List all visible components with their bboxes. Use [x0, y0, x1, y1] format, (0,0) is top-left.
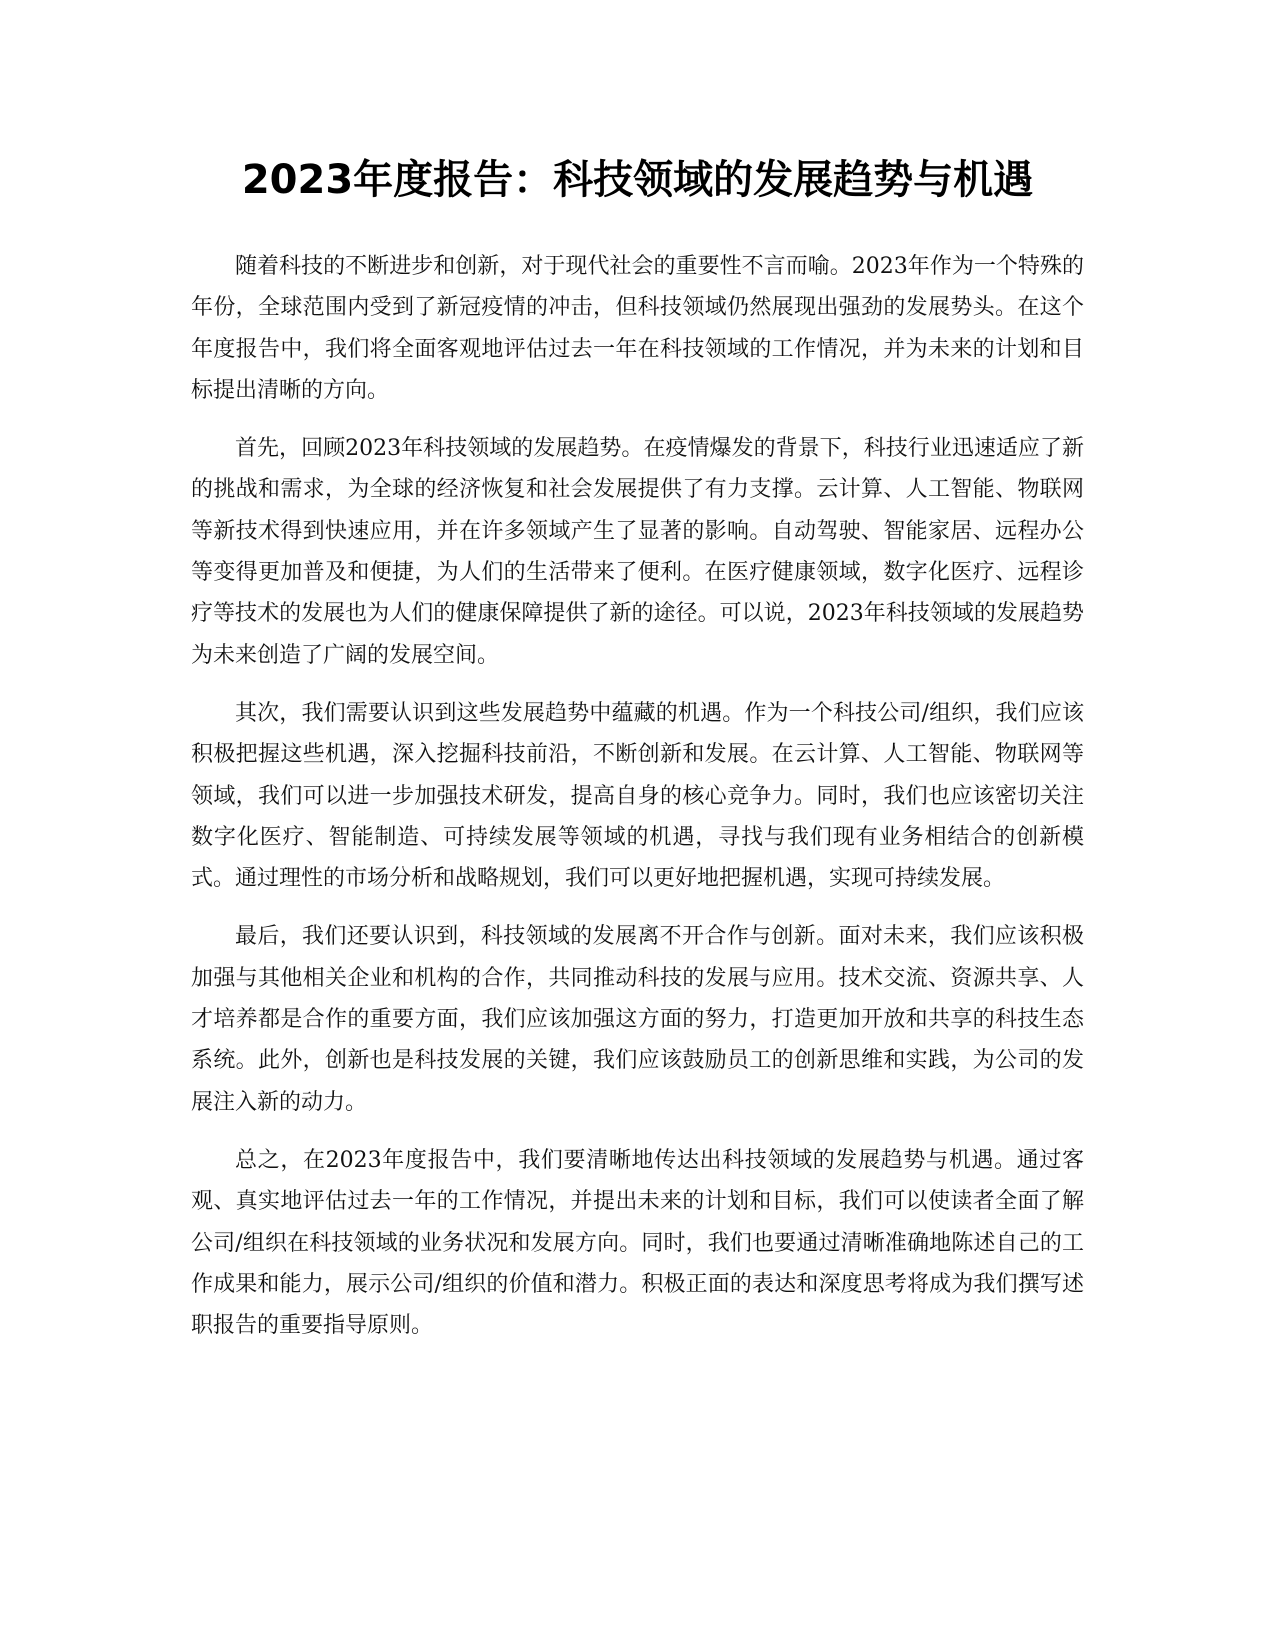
document-body: [191, 246, 1084, 1363]
paragraph-opportunities: 其次，我们需要认识到这些发展趋势中蕴藏的机遇。作为一个科技公司/组织，我们应该积极把握这些机遇，深入挖掘科技前沿，不断创新和发展。在云计算、人工智能、物联网等领域，我们可以进一步加强技术研发，提高自身的核心竞争力。同时，我们也应该密切关注数字化医疗、智能制造、可持续发展等领域的机遇，寻找与我们现有业务相结合的创新模式。通过理性的市场分析和战略规划，我们可以更好地把握机遇，实现可持续发展。: [191, 700, 1084, 892]
paragraph-cooperation: 最后，我们还要认识到，科技领域的发展离不开合作与创新。面对未来，我们应该积极加强与其他相关企业和机构的合作，共同推动科技的发展与应用。技术交流、资源共享、人才培养都是合作的重要方面，我们应该加强这方面的努力，打造更加开放和共享的科技生态系统。此外，创新也是科技发展的关键，我们应该鼓励员工的创新思维和实践，为公司的发展注入新的动力。: [191, 924, 1084, 1115]
paragraph-conclusion: 总之，在2023年度报告中，我们要清晰地传达出科技领域的发展趋势与机遇。通过客观、真实地评估过去一年的工作情况，并提出未来的计划和目标，我们可以使读者全面了解公司/组织在科技领域的业务状况和发展方向。同时，我们也要通过清晰准确地陈述自己的工作成果和能力，展示公司/组织的价值和潜力。积极正面的表达和深度思考将成为我们撰写述职报告的重要指导原则。: [191, 1147, 1084, 1339]
paragraph-intro: 随着科技的不断进步和创新，对于现代社会的重要性不言而喻。2023年作为一个特殊的年份，全球范围内受到了新冠疫情的冲击，但科技领域仍然展现出强劲的发展势头。在这个年度报告中，我们将全面客观地评估过去一年在科技领域的工作情况，并为未来的计划和目标提出清晰的方向。: [191, 254, 1084, 403]
paragraph-trends: 首先，回顾2023年科技领域的发展趋势。在疫情爆发的背景下，科技行业迅速适应了新的挑战和需求，为全球的经济恢复和社会发展提供了有力支撑。云计算、人工智能、物联网等新技术得到快速应用，并在许多领域产生了显著的影响。自动驾驶、智能家居、远程办公等变得更加普及和便捷，为人们的生活带来了便利。在医疗健康领域，数字化医疗、远程诊疗等技术的发展也为人们的健康保障提供了新的途径。可以说，2023年科技领域的发展趋势为未来创造了广阔的发展空间。: [191, 436, 1084, 668]
document-title: 2023年度报告：科技领域的发展趋势与机遇: [241, 157, 1034, 203]
